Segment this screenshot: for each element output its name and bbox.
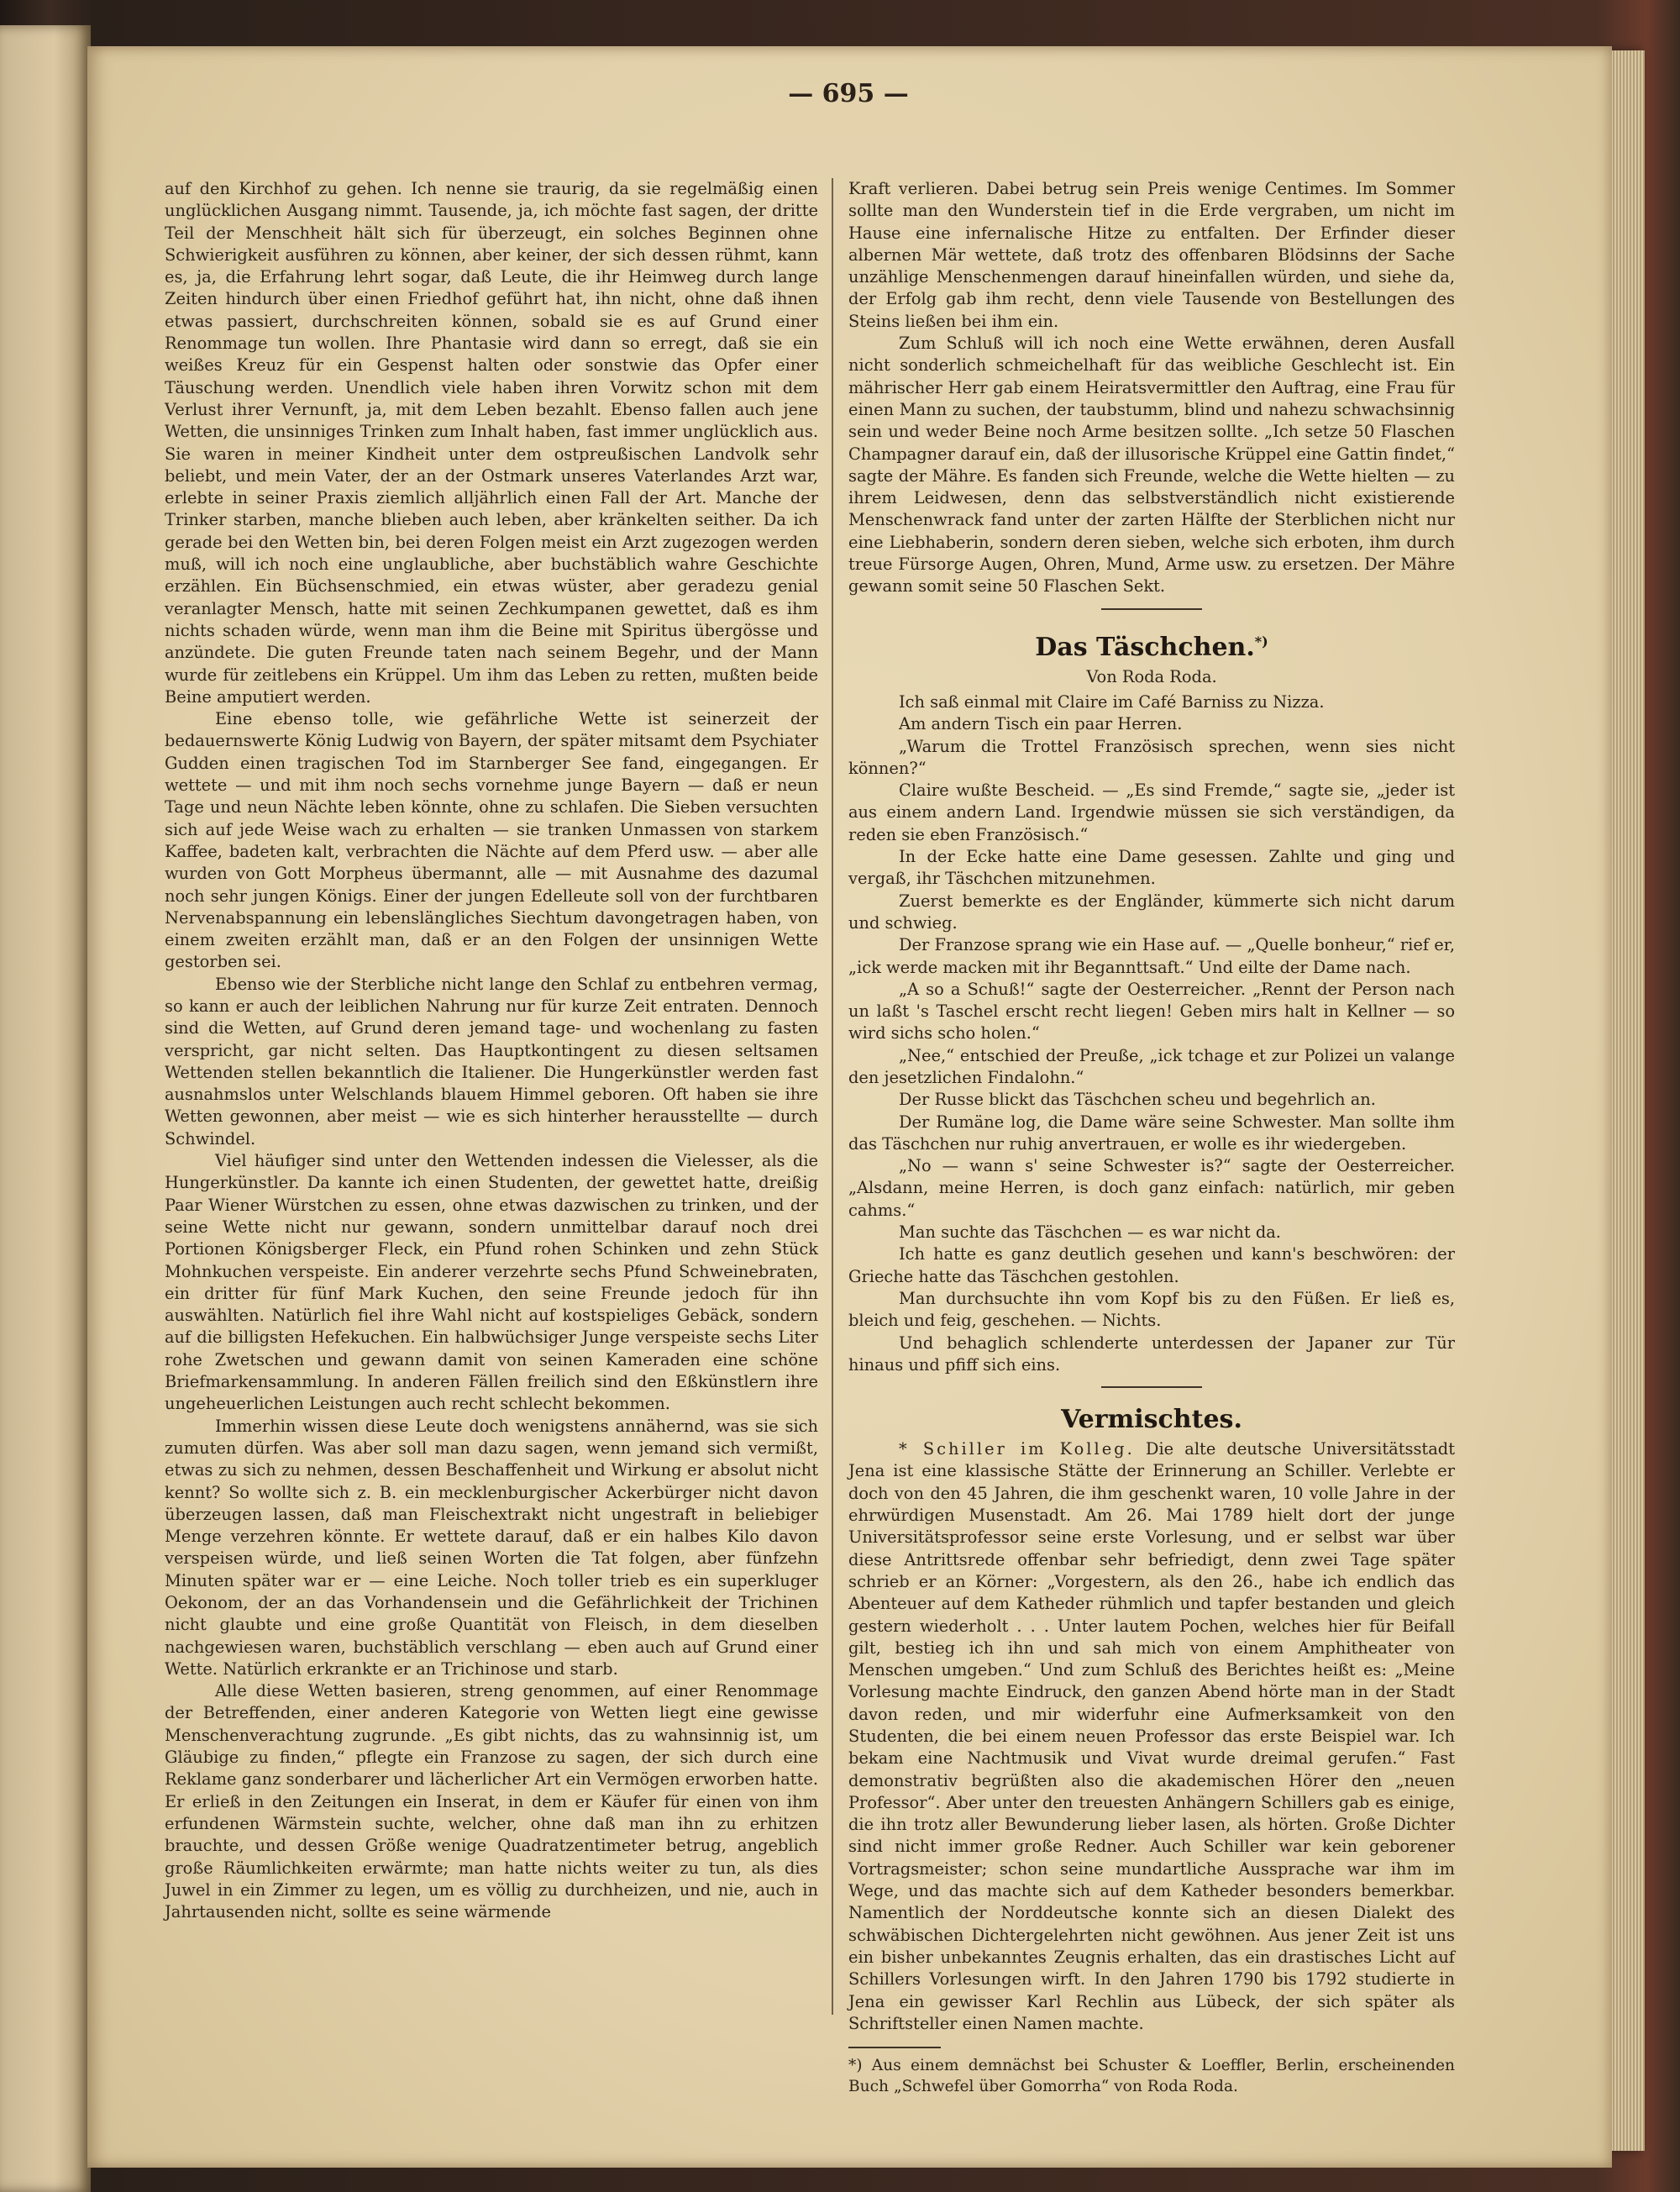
right-column: [848, 178, 1455, 2097]
paragraph: Claire wußte Bescheid. — „Es sind Fremde,“ sagte sie, „jeder ist aus einem andern Land. Irgendwie müssen sie sich verständigen, da reden sie eben Französisch.“: [848, 781, 1455, 844]
paragraph: Der Franzose sprang wie ein Hase auf. — „Quelle bonheur,“ rief er, „ick werde macken mit ihr Begannttsaft.“ Und eilte der Dame nach.: [848, 935, 1455, 977]
column-divider: [832, 178, 833, 2015]
misc-paragraph: [848, 1438, 1455, 2035]
section-rule: [1101, 1386, 1202, 1388]
story-body: [848, 691, 1455, 1376]
footnote: *) Aus einem demnächst bei Schuster & Loeffler, Berlin, erscheinenden Buch „Schwefel über Gomorrha“ von Roda Roda.: [848, 2057, 1455, 2096]
page-number: — 695 —: [788, 79, 909, 108]
paragraph: „No — wann s' seine Schwester is?“ sagte der Oesterreicher. „Alsdann, meine Herren, is doch ganz einfach: natürlich, mir geben cahms.“: [848, 1156, 1455, 1220]
paragraph: Der Rumäne log, die Dame wäre seine Schwester. Man sollte ihm das Täschchen nur ruhig anvertrauen, er wolle es ihr wiedergeben.: [848, 1112, 1455, 1154]
paragraph: Eine ebenso tolle, wie gefährliche Wette ist seinerzeit der bedauernswerte König Ludwig von Bayern, der später mitsamt dem Psychiater Gudden einen tragischen Tod im Starnberger See fand, eingegangen. Er wettete — und mit ihm noch sechs vornehme junge Bayern — daß er neun Tage und neun Nächte leben könnte, ohne zu schlafen. Die Sieben versuchten sich auf jede Weise wach zu erhalten — sie tranken Unmassen von starkem Kaffee, badeten kalt, verbrachten die Nächte auf dem Pferd usw. — aber alle wurden von Gott Morpheus übermannt, alle — mit Ausnahme des dazumal noch sehr jungen Königs. Einer der jungen Edelleute soll von der furchtbaren Nervenabspannung ein lebenslängliches Siechtum davongetragen haben, von einem zweiten erzählt man, daß er an den Folgen der unsinnigen Wette gestorben sei.: [165, 709, 818, 972]
paragraph: Am andern Tisch ein paar Herren.: [899, 714, 1183, 734]
misc-title: Vermischtes.: [1061, 1405, 1242, 1435]
section-rule: [1101, 608, 1202, 610]
paragraph: Kraft verlieren. Dabei betrug sein Preis wenige Centimes. Im Sommer sollte man den Wunderstein tief in die Erde vergraben, um nicht im Hause eine infernalische Hitze zu entfalten. Der Erfinder dieser albernen Mär wettete, daß trotz des offenbaren Blödsinns der Sache unzählige Menschenmengen darauf hineinfallen würden, und siehe da, der Erfolg gab ihm recht, denn viele Tausende von Bestellungen des Steins ließen bei ihm ein.: [848, 179, 1455, 331]
paragraph: Zum Schluß will ich noch eine Wette erwähnen, deren Ausfall nicht sonderlich schmeichelhaft für das weibliche Geschlecht ist. Ein mährischer Herr gab einem Heiratsvermittler den Auftrag, eine Frau für einen Mann zu suchen, der taubstumm, blind und nahezu schwachsinnig sein und weder Beine noch Arme besitzen sollte. „Ich setze 50 Flaschen Champagner darauf ein, daß der illusorische Krüppel eine Gattin findet,“ sagte der Mähre. Es fanden sich Freunde, welche die Wette hielten — zu ihrem Leidwesen, denn das selbstverständlich nicht existierende Menschenwrack fand unter der zarten Hälfte der Sterblichen nicht nur eine Liebhaberin, sondern deren sieben, welche sich erboten, ihm durch treue Fürsorge Augen, Ohren, Mund, Arme usw. zu ersetzen. Der Mähre gewann somit seine 50 Flaschen Sekt.: [848, 334, 1455, 597]
paragraph: „Warum die Trottel Französisch sprechen, wenn sies nicht können?“: [848, 736, 1455, 778]
misc-lead: * Schiller im Kolleg.: [899, 1439, 1135, 1459]
paragraph: Ich hatte es ganz deutlich gesehen und kann's beschwören: der Grieche hatte das Täschchen gestohlen.: [848, 1244, 1455, 1286]
paragraph: Man durchsuchte ihn vom Kopf bis zu den Füßen. Er ließ es, bleich und feig, geschehen. — Nichts.: [848, 1288, 1455, 1331]
left-column: [165, 178, 818, 1923]
paragraph: Der Russe blickt das Täschchen scheu und begehrlich an.: [899, 1090, 1376, 1110]
paragraph: Man suchte das Täschchen — es war nicht da.: [899, 1222, 1281, 1243]
previous-page-edge: [0, 25, 91, 2192]
paragraph: Ebenso wie der Sterbliche nicht lange den Schlaf zu entbehren vermag, so kann er auch der leiblichen Nahrung nur für kurze Zeit entraten. Dennoch sind die Wetten, auf Grund deren jemand tage- und wochenlang zu fasten verspricht, gar nicht selten. Das Hauptkontingent zu diesen seltsamen Wettenden stellen bekanntlich die Italiener. Die Hungerkünstler werden fast ausnahmslos unter Welschlands blauem Himmel geboren. Oft haben sie ihre Wetten gewonnen, aber meist — wie es sich hinterher herausstellte — durch Schwindel.: [165, 974, 818, 1149]
paragraph: „A so a Schuß!“ sagte der Oesterreicher. „Rennt der Person nach un laßt 's Taschel erscht recht liegen! Geben mirs halt in Kellner — so wird sichs scho holen.“: [848, 979, 1455, 1043]
paragraph: In der Ecke hatte eine Dame gesessen. Zahlte und ging und vergaß, ihr Täschchen mitzunehmen.: [848, 847, 1455, 889]
paragraph: auf den Kirchhof zu gehen. Ich nenne sie traurig, da sie regelmäßig einen unglücklichen Ausgang nimmt. Tausende, ja, ich möchte fast sagen, der dritte Teil der Menschheit hält sich für überzeugt, ein solches Beginnen ohne Schwierigkeit ausführen zu können, aber keiner, der sich dessen rühmt, kann es, ja, die Erfahrung lehrt sogar, daß Leute, die ihr Heimweg durch lange Zeiten hindurch über einen Friedhof geführt hat, ihn nicht, ohne daß ihnen etwas passiert, durchschreiten können, sobald sie es auf Grund einer Renommage tun wollen. Ihre Phantasie wird dann so erregt, daß sie ein weißes Kreuz für ein Gespenst halten oder sonstwie das Opfer einer Täuschung werden. Unendlich viele haben ihren Vorwitz schon mit dem Verlust ihrer Vernunft, ja, mit dem Leben bezahlt. Ebenso fallen auch jene Wetten, die unsinniges Trinken zum Inhalt haben, fast immer unglücklich aus. Sie waren in meiner Kindheit unter dem ostpreußischen Landvolk sehr beliebt, und mein Vater, der an der Ostmark unseres Vaterlandes Arzt war, erlebte in seiner Praxis ziemlich alljährlich einen Fall der Art. Manche der Trinker starben, manche blieben auch leben, aber kränkelten seither. Da ich gerade bei den Wetten bin, bei deren Folgen meist ein Arzt zugezogen werden muß, will ich noch eine unglaubliche, aber buchstäblich wahre Geschichte erzählen. Ein Büchsenschmied, ein etwas wüster, aber geradezu genial veranlagter Mensch, hatte mit seinen Zechkumpanen gewettet, daß es ihm nichts schaden würde, wenn man ihm die Beine mit Spiritus übergösse und anzündete. Die guten Freunde taten nach seinem Begehr, und der Mann wurde für zeitlebens ein Krüppel. Um ihm das Leben zu retten, mußten beide Beine amputiert werden.: [165, 179, 818, 707]
paragraph: Viel häufiger sind unter den Wettenden indessen die Vielesser, als die Hungerkünstler. Da kannte ich einen Studenten, der gewettet hatte, dreißig Paar Wiener Würstchen zu essen, ohne etwas dazwischen zu trinken, und der seine Wette nicht nur gewann, sondern unmittelbar darauf noch drei Portionen Königsberger Fleck, ein Pfund rohen Schinken und zehn Stück Mohnkuchen verspeiste. Ein anderer verzehrte sechs Pfund Schweinebraten, ein dritter für fünf Mark Kuchen, den seine Freunde jedoch für ihn auswählten. Natürlich fiel ihre Wahl nicht auf kostspieliges Gebäck, sondern auf die billigsten Hefekuchen. Ein halbwüchsiger Junge verspeiste sechs Liter rohe Zwetschen und gewann damit von seinen Kameraden eine schöne Briefmarkensammlung. In anderen Fällen freilich sind den Eßkünstlern ihre ungeheuerlichen Leistungen auch recht schlecht bekommen.: [165, 1151, 818, 1414]
paragraph: Zuerst bemerkte es der Engländer, kümmerte sich nicht darum und schwieg.: [848, 891, 1455, 933]
misc-text: Die alte deutsche Universitätsstadt Jena ist eine klassische Stätte der Erinnerung an Schiller. Verlebte er doch von den 45 Jahren, die ihm geschenkt waren, 10 volle Jahre in der ehrwürdigen Musenstadt. Am 26. Mai 1789 hielt dort der junge Universitätsprofessor seine erste Vorlesung, und er selbst war über diese Antrittsrede offenbar sehr befriedigt, denn zwei Tage später schrieb er an Körner: „Vorgestern, als den 26., habe ich endlich das Abenteuer auf dem Katheder rühmlich und tapfer bestanden und gleich gestern wiederholt . . . Unter lautem Pochen, welches hier für Beifall gilt, bestieg ich ihn und sah mich von einem Amphitheater von Menschen umgeben.“ Und zum Schluß des Berichtes heißt es: „Meine Vorlesung machte Eindruck, den ganzen Abend hörte man in der Stadt davon reden, und mir widerfuhr eine Aufmerksamkeit von den Studenten, die bei einem neuen Professor das erste Beispiel war. Ich bekam eine Nachtmusik und Vivat wurde dreimal gerufen.“ Fast demonstrativ begrüßten also die akademischen Hörer den „neuen Professor“. Aber unter den treuesten Anhängern Schillers gab es einige, die ihn trotz aller Bewunderung lieber lasen, als hörten. Große Dichter sind nicht immer große Redner. Auch Schiller war kein geborener Vortragsmeister; schon seine mundartliche Aussprache war ihm im Wege, und das machte sich auf dem Katheder besonders bemerkbar. Namentlich der Norddeutsche konnte sich an diesen Dialekt des schwäbischen Dichtergelehrten nicht gewöhnen. Aus jener Zeit ist uns ein bisher unbekanntes Zeugnis erhalten, das ein drastisches Licht auf Schillers Vorlesungen wirft. In den Jahren 1790 bis 1792 studierte in Jena ein gewisser Karl Rechlin aus Lübeck, der sich später als Schriftsteller einen Namen machte.: [848, 1439, 1455, 2033]
article-continuation: [848, 178, 1455, 598]
footnote-rule: [848, 2047, 941, 2048]
paragraph: „Nee,“ entschied der Preuße, „ick tchage et zur Polizei un valange den jesetzlichen Findalohn.“: [848, 1045, 1455, 1087]
paragraph: Alle diese Wetten basieren, streng genommen, auf einer Renommage der Betreffenden, einer anderen Kategorie von Wetten liegt eine gewisse Menschenverachtung zugrunde. „Es gibt nichts, das zu wahnsinnig ist, um Gläubige zu finden,“ pflegte ein Franzose zu sagen, der sich durch eine Reklame ganz sonderbarer und lächerlicher Art ein Vermögen erworben hatte. Er erließ in den Zeitungen ein Inserat, in dem er Käufer für einen von ihm erfundenen Wärmstein suchte, welcher, ohne daß man ihn zu erhitzen brauchte, und dessen Größe wenige Quadratzentimeter betrug, angeblich große Räumlichkeiten erwärmte; man hatte nichts weiter zu tun, als dies Juwel in ein Zimmer zu legen, um es völlig zu durchheizen, und nie, auch in Jahrtausenden nicht, sollte es seine wärmende: [165, 1681, 818, 1922]
paragraph: Immerhin wissen diese Leute doch wenigstens annähernd, was sie sich zumuten dürfen. Was aber soll man dazu sagen, wenn jemand sich vermißt, etwas zu sich zu nehmen, dessen Beschaffenheit und Wirkung er absolut nicht kennt? So wollte sich z. B. ein mecklenburgischer Ackerbürger nicht davon überzeugen lassen, daß man Fleischextrakt nicht ungestraft in beliebiger Menge verzehren könnte. Er wettete darauf, daß er ein halbes Kilo davon verspeisen würde, und ließ seinen Worten die Tat folgen, aber fünfzehn Minuten später war er — eine Leiche. Noch toller trieb es ein superkluger Oekonom, der an das Vorhandensein und die Gefährlichkeit der Trichinen nicht glaubte und eine große Quantität von Fleisch, in dem dieselben nachgewiesen waren, buchstäblich verschlang — eben auch auf Grund einer Wette. Natürlich erkrankte er an Trichinose und starb.: [165, 1416, 818, 1679]
story-title: Das Täschchen.*): [1035, 632, 1268, 662]
paragraph: Und behaglich schlenderte unterdessen der Japaner zur Tür hinaus und pfiff sich eins.: [848, 1333, 1455, 1375]
story-byline: Von Roda Roda.: [1086, 666, 1217, 686]
paragraph: Ich saß einmal mit Claire im Café Barniss zu Nizza.: [899, 691, 1325, 712]
